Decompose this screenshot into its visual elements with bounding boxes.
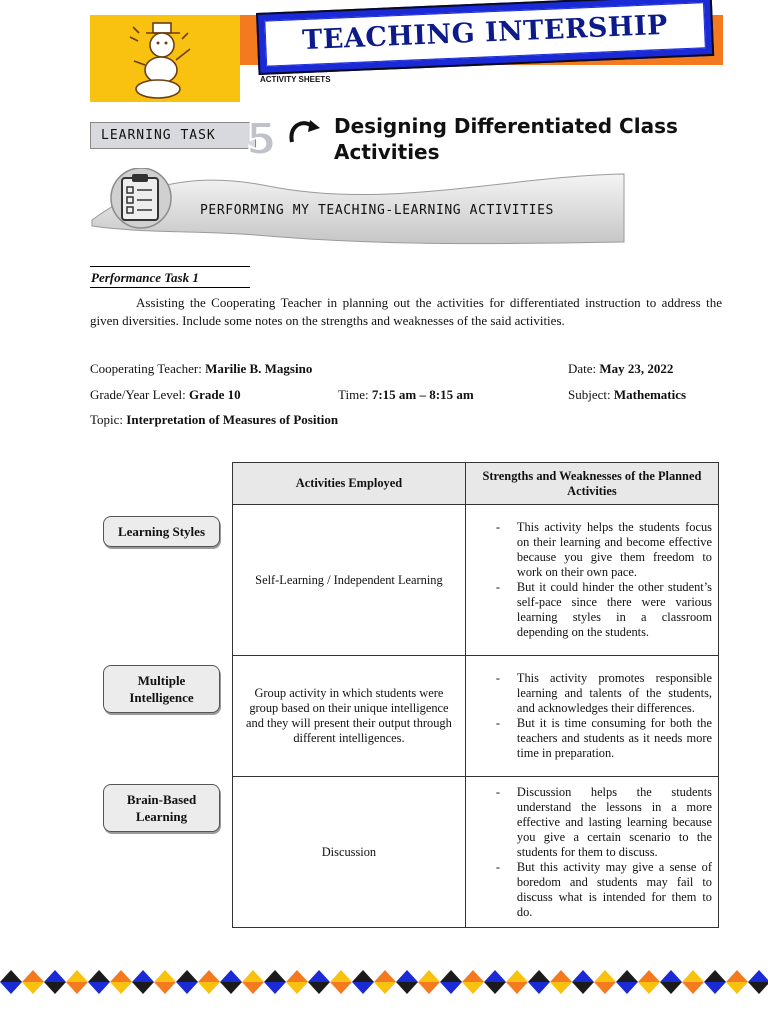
pattern-triangle (550, 982, 572, 994)
time-value: 7:15 am – 8:15 am (371, 387, 474, 402)
pattern-triangle (440, 982, 462, 994)
pattern-triangle (198, 982, 220, 994)
pattern-triangle (110, 982, 132, 994)
table-row (233, 505, 719, 656)
pattern-triangle (154, 982, 176, 994)
instructions-paragraph: Assisting the Cooperating Teacher in planning out the activities for differentiated instruction to address the given diversities. Include some notes on the strengths and weaknesses of the said activities. (90, 295, 722, 328)
pattern-triangle (396, 970, 418, 982)
pattern-triangle (88, 982, 110, 994)
table-row (233, 777, 719, 928)
decorative-border-pattern (0, 969, 768, 995)
header-yellow-block (90, 15, 240, 102)
note-item: - But it is time consuming for both the teachers and students as it needs more time in preparation. (466, 716, 712, 761)
performance-task-label: Performance Task 1 (91, 270, 199, 285)
activity-cell: Discussion (233, 777, 466, 928)
note-item: - This activity helps the students focus on their learning and become effective because you give them freedom to work on their own pace. (466, 520, 712, 580)
teacher-field (90, 361, 312, 377)
pattern-triangle (330, 970, 352, 982)
pattern-triangle (748, 982, 768, 994)
activity-cell: Self-Learning / Independent Learning (233, 505, 466, 656)
category-pill-brain-based: Brain-Based Learning (103, 784, 220, 832)
notes-cell (465, 505, 718, 656)
topic-field (90, 412, 338, 428)
pattern-triangle (44, 970, 66, 982)
task-number-text: 5 (246, 114, 277, 160)
pattern-triangle (484, 970, 506, 982)
pattern-triangle (44, 982, 66, 994)
pattern-triangle (528, 982, 550, 994)
pattern-triangle (748, 970, 768, 982)
pattern-triangle (374, 970, 396, 982)
pattern-triangle (154, 970, 176, 982)
time-label: Time: (338, 387, 369, 402)
pattern-triangle (660, 982, 682, 994)
teacher-label: Cooperating Teacher: (90, 361, 202, 376)
pattern-triangle (682, 982, 704, 994)
pattern-triangle (242, 982, 264, 994)
pattern-triangle (374, 982, 396, 994)
header-title: TEACHING INTERSHIP (301, 9, 669, 57)
date-label: Date: (568, 361, 597, 376)
topic-value: Interpretation of Measures of Position (126, 412, 339, 427)
snowman-teacher-logo (90, 15, 240, 102)
pattern-triangle (198, 970, 220, 982)
pattern-triangle (572, 982, 594, 994)
pattern-triangle (528, 970, 550, 982)
pattern-triangle (220, 982, 242, 994)
pattern-triangle (0, 970, 22, 982)
note-item: - But this activity may give a sense of boredom and students may fail to discuss what is intended for them to do. (466, 860, 712, 920)
header-strengths-weaknesses: Strengths and Weaknesses of the Planned Activities (465, 463, 718, 505)
pattern-triangle (330, 982, 352, 994)
pattern-triangle (704, 970, 726, 982)
pattern-triangle (418, 982, 440, 994)
checklist-icon (122, 174, 158, 220)
pattern-triangle (704, 982, 726, 994)
date-value: May 23, 2022 (599, 361, 674, 376)
pattern-triangle (264, 982, 286, 994)
table-header-row (233, 463, 719, 505)
teacher-value: Marilie B. Magsino (205, 361, 313, 376)
perf-task-bottom-rule (90, 287, 250, 288)
grade-value: Grade 10 (189, 387, 241, 402)
category-pill-learning-styles: Learning Styles (103, 516, 220, 547)
pattern-triangle (550, 970, 572, 982)
pattern-triangle (66, 982, 88, 994)
pattern-triangle (22, 970, 44, 982)
pattern-triangle (462, 982, 484, 994)
pattern-triangle (242, 970, 264, 982)
notes-cell (465, 656, 718, 777)
perf-task-top-rule (90, 266, 250, 267)
pattern-triangle (484, 982, 506, 994)
pattern-triangle (616, 970, 638, 982)
pattern-triangle (66, 970, 88, 982)
note-item: - This activity promotes responsible learning and talents of the students, and acknowledges their differences. (466, 671, 712, 716)
ribbon-text: PERFORMING MY TEACHING-LEARNING ACTIVITIES (200, 203, 554, 218)
pattern-triangle (396, 982, 418, 994)
time-field (338, 387, 474, 403)
subject-field (568, 387, 686, 403)
pattern-triangle (638, 970, 660, 982)
table-row (233, 656, 719, 777)
arrow-head-icon (308, 120, 320, 132)
pattern-triangle (286, 970, 308, 982)
date-field (568, 361, 673, 377)
topic-label: Topic: (90, 412, 124, 427)
pattern-triangle (88, 970, 110, 982)
pattern-triangle (682, 970, 704, 982)
pattern-triangle (0, 982, 22, 994)
learning-task-title: Designing Differentiated Class Activities (334, 114, 678, 164)
pattern-triangle (660, 970, 682, 982)
pattern-triangle (726, 982, 748, 994)
pattern-triangle (352, 970, 374, 982)
activities-table (232, 462, 719, 928)
pattern-triangle (726, 970, 748, 982)
pattern-triangle (418, 970, 440, 982)
note-item: - But it could hinder the other student’s self-pace since there were various learning styles in a classroom depending on the students. (466, 580, 712, 640)
pattern-triangle (176, 982, 198, 994)
grade-label: Grade/Year Level: (90, 387, 186, 402)
subject-value: Mathematics (613, 387, 687, 402)
pattern-triangle (132, 970, 154, 982)
pattern-triangle (176, 970, 198, 982)
pattern-triangle (462, 970, 484, 982)
pattern-triangle (308, 970, 330, 982)
learning-task-number (240, 112, 330, 160)
subject-label: Subject: (568, 387, 611, 402)
pattern-triangle (638, 982, 660, 994)
learning-task-label: LEARNING TASK (90, 122, 256, 149)
pattern-triangle (220, 970, 242, 982)
activity-sheets-label: ACTIVITY SHEETS (260, 75, 331, 84)
activity-cell: Group activity in which students were group based on their unique intelligence and they will present their output through different intelligences. (233, 656, 466, 777)
pattern-triangle (22, 982, 44, 994)
header-activities: Activities Employed (233, 463, 466, 505)
notes-cell (465, 777, 718, 928)
note-item: - Discussion helps the students understand the lessons in a more effective and lasting learning because you give a certain scenario to the students for them to discuss. (466, 785, 712, 860)
pattern-triangle (572, 970, 594, 982)
pattern-triangle (506, 970, 528, 982)
pattern-triangle (132, 982, 154, 994)
pattern-triangle (110, 970, 132, 982)
pattern-triangle (308, 982, 330, 994)
pattern-triangle (616, 982, 638, 994)
pattern-triangle (594, 970, 616, 982)
category-pill-multiple-intelligence: Multiple Intelligence (103, 665, 220, 713)
pattern-triangle (352, 982, 374, 994)
header-banner-inner (264, 2, 706, 66)
pattern-triangle (594, 982, 616, 994)
pattern-triangle (264, 970, 286, 982)
pattern-triangle (506, 982, 528, 994)
pattern-triangle (286, 982, 308, 994)
grade-field (90, 387, 241, 403)
pattern-triangle (440, 970, 462, 982)
